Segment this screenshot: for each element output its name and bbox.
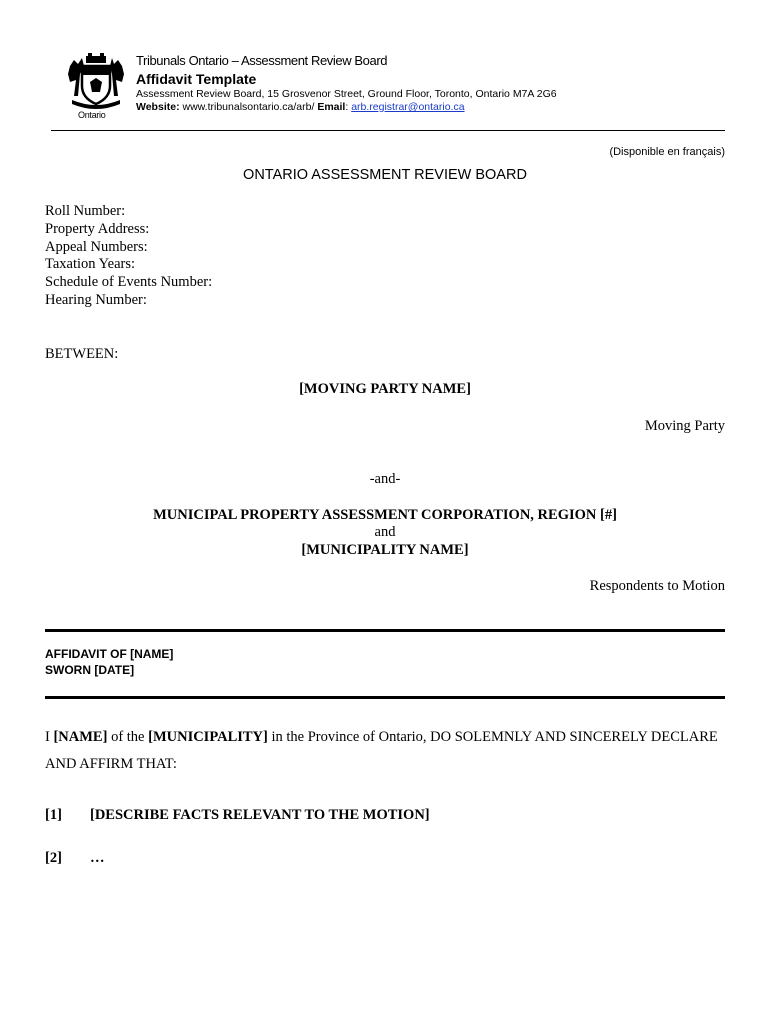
between-label: BETWEEN: [45,346,119,362]
moving-party-role: Moving Party [644,418,725,434]
board-title: ONTARIO ASSESSMENT REVIEW BOARD [243,167,527,183]
case-fields [45,203,212,310]
field-appeal-numbers: Appeal Numbers: [45,238,148,255]
field-schedule-of-events: Schedule of Events Number: [45,274,213,291]
paragraph-text: … [90,850,105,866]
paragraph-number: [1] [45,807,62,823]
declaration [45,724,735,778]
header-org: Tribunals Ontario – Assessment Review Board [136,53,388,68]
email-label: Email [317,101,346,113]
field-hearing-number: Hearing Number: [45,291,147,308]
respondent-mpac: MUNICIPAL PROPERTY ASSESSMENT CORPORATION, REGION [#] [153,507,617,523]
header-title: Affidavit Template [136,71,257,87]
paragraph-2 [45,850,105,867]
paragraph-1 [45,807,430,824]
affidavit-top-rule [45,629,725,632]
header-divider [51,130,725,131]
affidavit-of: AFFIDAVIT OF [NAME] [45,647,174,661]
french-availability-note: (Disponible en français) [609,146,725,158]
respondents-role: Respondents to Motion [589,578,725,594]
field-taxation-years: Taxation Years: [45,256,136,273]
respondent-municipality: [MUNICIPALITY NAME] [301,542,469,558]
declaration-rest: in the Province of Ontario, DO SOLEMNLY AND SINCERELY DECLARE AND AFFIRM THAT: [45,729,718,772]
and-separator: -and- [369,471,401,487]
paragraph-text: [DESCRIBE FACTS RELEVANT TO THE MOTION] [90,807,430,823]
logo-wordmark: Ontario [78,110,106,120]
email-link[interactable]: arb.registrar@ontario.ca [351,101,465,113]
and-conjunction: and [374,524,396,540]
declaration-i: I [45,729,50,745]
declaration-of-the: of the [111,729,145,745]
moving-party-name: [MOVING PARTY NAME] [299,381,471,397]
declaration-municipality: [MUNICIPALITY] [148,729,268,745]
affidavit-sworn: SWORN [DATE] [45,663,135,677]
paragraph-number: [2] [45,850,62,866]
header-contact: Website: www.tribunalsontario.ca/arb/ Email: arb.registrar@ontario.ca [136,101,465,113]
website-text: www.tribunalsontario.ca/arb/ [182,101,315,113]
declaration-name: [NAME] [53,729,108,745]
header-address: Assessment Review Board, 15 Grosvenor Street, Ground Floor, Toronto, Ontario M7A 2G6 [136,88,557,100]
ontario-logo [64,52,128,124]
field-property-address: Property Address: [45,220,150,237]
affidavit-bottom-rule [45,696,725,699]
field-roll-number: Roll Number: [45,203,126,219]
website-label: Website: [136,101,180,113]
